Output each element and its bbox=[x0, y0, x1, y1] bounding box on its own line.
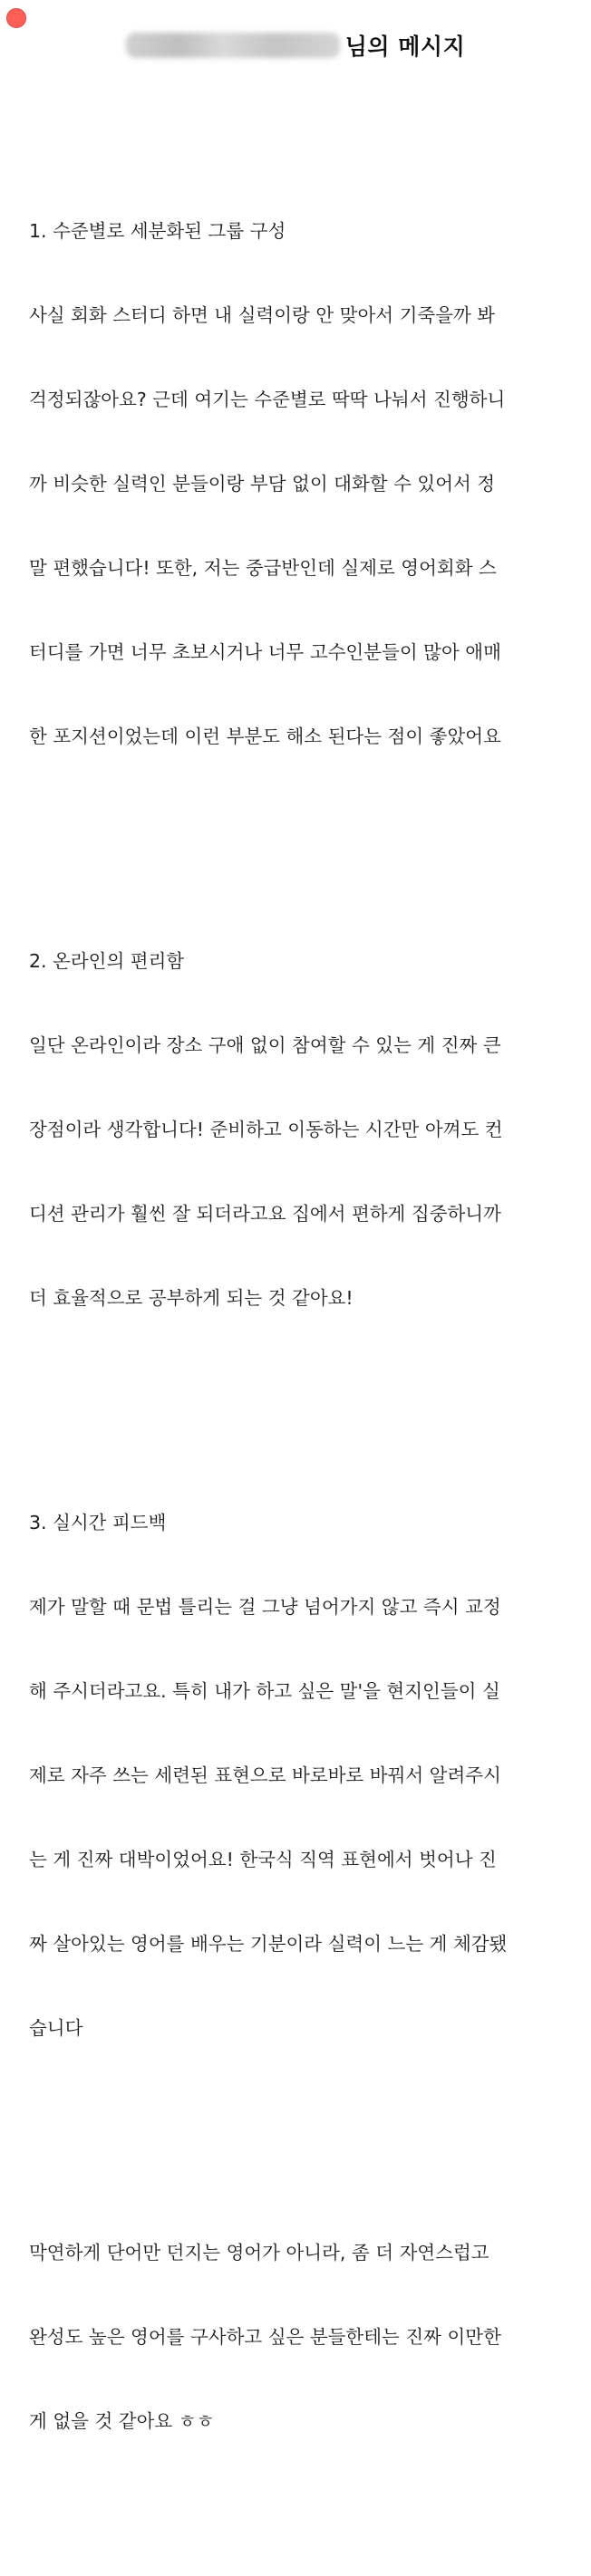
blurred-sender-name bbox=[126, 33, 340, 58]
message-line: 2. 온라인의 편리함 bbox=[29, 950, 185, 972]
message-section-4 bbox=[29, 2183, 573, 2492]
message-line: 게 없을 것 같아요 ㅎㅎ bbox=[29, 2410, 215, 2432]
message-line: 제가 말할 때 문법 틀리는 걸 그냥 넘어가지 않고 즉시 교정 bbox=[29, 1596, 501, 1618]
message-line: 짜 살아있는 영어를 배우는 기분이라 실력이 느는 게 체감됐 bbox=[29, 1933, 508, 1955]
header-title-suffix: 님의 메시지 bbox=[344, 34, 466, 60]
message-section-1 bbox=[29, 161, 573, 807]
message-section-3 bbox=[29, 1453, 573, 2099]
message-line: 는 게 진짜 대박이었어요! 한국식 직역 표현에서 벗어나 진 bbox=[29, 1849, 497, 1870]
message-line: 습니다 bbox=[29, 2017, 83, 2039]
message-line: 더 효율적으로 공부하게 되는 것 같아요! bbox=[29, 1287, 354, 1309]
message-line: 장점이라 생각합니다! 준비하고 이동하는 시간만 아껴도 컨 bbox=[29, 1119, 503, 1140]
message-line: 제로 자주 쓰는 세련된 표현으로 바로바로 바꿔서 알려주시 bbox=[29, 1764, 501, 1786]
message-line: 해 주시더라고요. 특히 내가 하고 싶은 말'을 현지인들이 실 bbox=[29, 1680, 500, 1702]
message-line: 한 포지션이었는데 이런 부분도 해소 된다는 점이 좋았어요 bbox=[29, 726, 501, 747]
message-line: 까 비슷한 실력인 분들이랑 부담 없이 대화할 수 있어서 정 bbox=[29, 473, 496, 495]
message-line: 사실 회화 스터디 하면 내 실력이랑 안 맞아서 기죽을까 봐 bbox=[29, 304, 496, 326]
message-line: 터디를 가면 너무 초보시거나 너무 고수인분들이 많아 애매 bbox=[29, 641, 501, 663]
message-line: 막연하게 단어만 던지는 영어가 아니라, 좀 더 자연스럽고 bbox=[29, 2242, 489, 2264]
message-header bbox=[0, 25, 591, 65]
message-line: 걱정되잖아요? 근데 여기는 수준별로 딱딱 나눠서 진행하니 bbox=[29, 389, 506, 410]
message-line: 1. 수준별로 세분화된 그룹 구성 bbox=[29, 220, 286, 242]
message-line: 일단 온라인이라 장소 구애 없이 참여할 수 있는 게 진짜 큰 bbox=[29, 1034, 501, 1056]
message-body bbox=[29, 105, 573, 2576]
message-section-2 bbox=[29, 891, 573, 1369]
message-line: 완성도 높은 영어를 구사하고 싶은 분들한테는 진짜 이만한 bbox=[29, 2326, 501, 2348]
message-line: 3. 실시간 피드백 bbox=[29, 1512, 167, 1533]
message-line: 말 편했습니다! 또한, 저는 중급반인데 실제로 영어회화 스 bbox=[29, 557, 497, 579]
message-line: 디션 관리가 훨씬 잘 되더라고요 집에서 편하게 집중하니까 bbox=[29, 1203, 501, 1225]
